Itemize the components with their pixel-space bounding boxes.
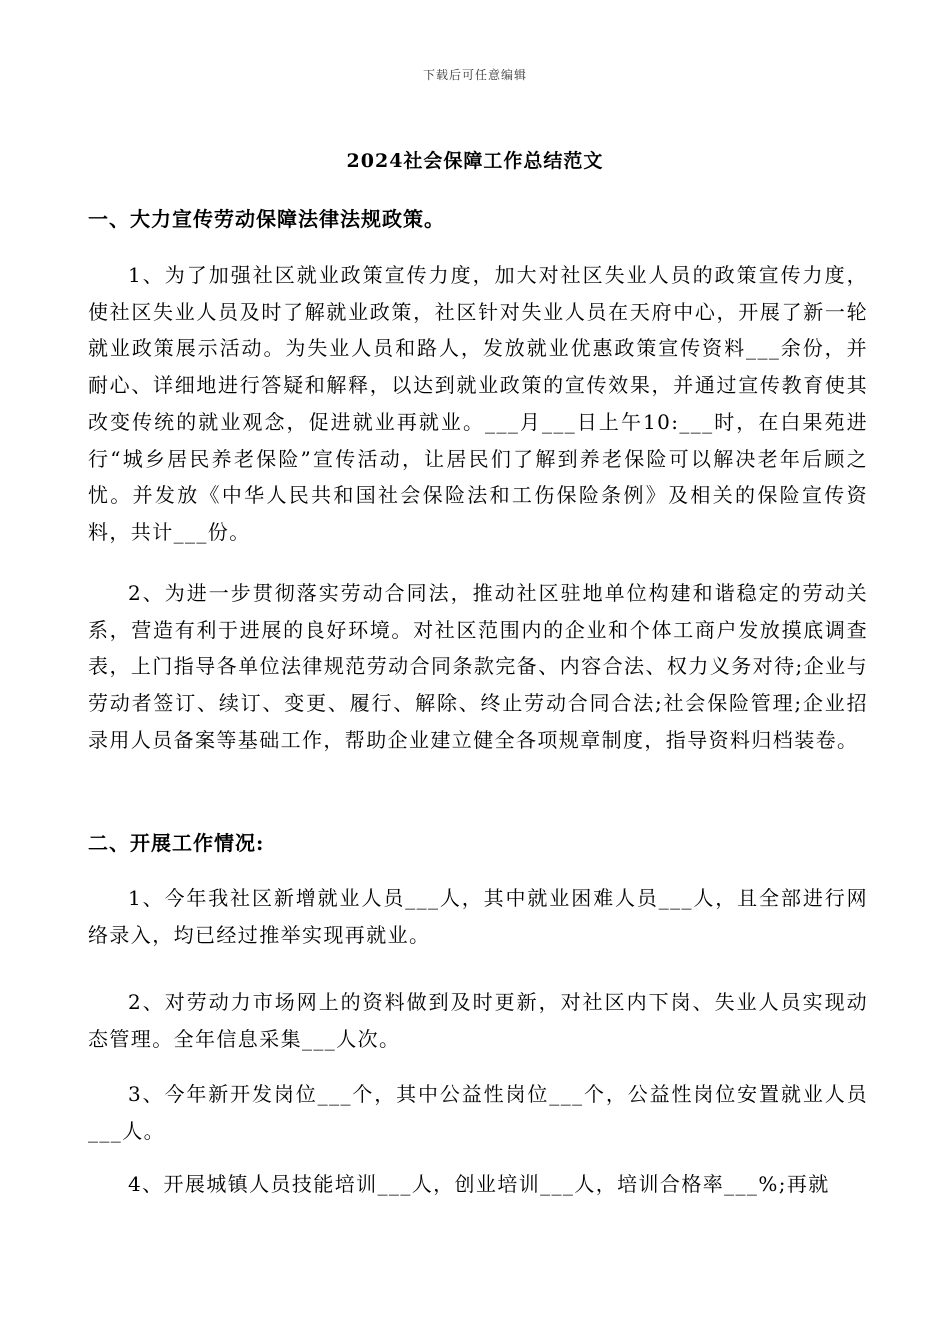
page-header-note: 下载后可任意编辑 (422, 68, 527, 82)
paragraph-1-2: 2、为进一步贯彻落实劳动合同法，推动社区驻地单位构建和谐稳定的劳动关系，营造有利于进展的良好环境。对社区范围内的企业和个体工商户发放摸底调查表，上门指导各单位法律规范劳动合同条款完备、内容合法、权力义务对待;企业与劳动者签订、续订、变更、履行、解除、终止劳动合同合法;社会保险管理;企业招录用人员备案等基础工作，帮助企业建立健全各项规章制度，指导资料归档装卷。 (88, 581, 868, 752)
section-heading-1: 一、大力宣传劳动保障法律法规政策。 (88, 207, 445, 231)
section-heading-2: 二、开展工作情况: (88, 831, 265, 855)
paragraph-1-1: 1、为了加强社区就业政策宣传力度，加大对社区失业人员的政策宣传力度，使社区失业人员及时了解就业政策，社区针对失业人员在天府中心，开展了新一轮就业政策展示活动。为失业人员和路人，发放就业优惠政策宣传资料___余份，并耐心、详细地进行答疑和解释，以达到就业政策的宣传效果，并通过宣传教育使其改变传统的就业观念，促进就业再就业。___月___日上午10:___时，在白果苑进行“城乡居民养老保险”宣传活动，让居民们了解到养老保险可以解决老年后顾之忧。并发放《中华人民共和国社会保险法和工伤保险条例》及相关的保险宣传资料，共计___份。 (88, 263, 868, 544)
paragraph-2-3: 3、今年新开发岗位___个，其中公益性岗位___个，公益性岗位安置就业人员___人。 (88, 1082, 868, 1143)
paragraph-2-1: 1、今年我社区新增就业人员___人，其中就业困难人员___人，且全部进行网络录入，均已经过推举实现再就业。 (88, 886, 868, 947)
paragraph-2-4: 4、开展城镇人员技能培训___人，创业培训___人，培训合格率___%;再就 (128, 1172, 830, 1196)
paragraph-2-2: 2、对劳动力市场网上的资料做到及时更新，对社区内下岗、失业人员实现动态管理。全年信息采集___人次。 (88, 990, 868, 1051)
document-title: 2024社会保障工作总结范文 (346, 150, 604, 172)
